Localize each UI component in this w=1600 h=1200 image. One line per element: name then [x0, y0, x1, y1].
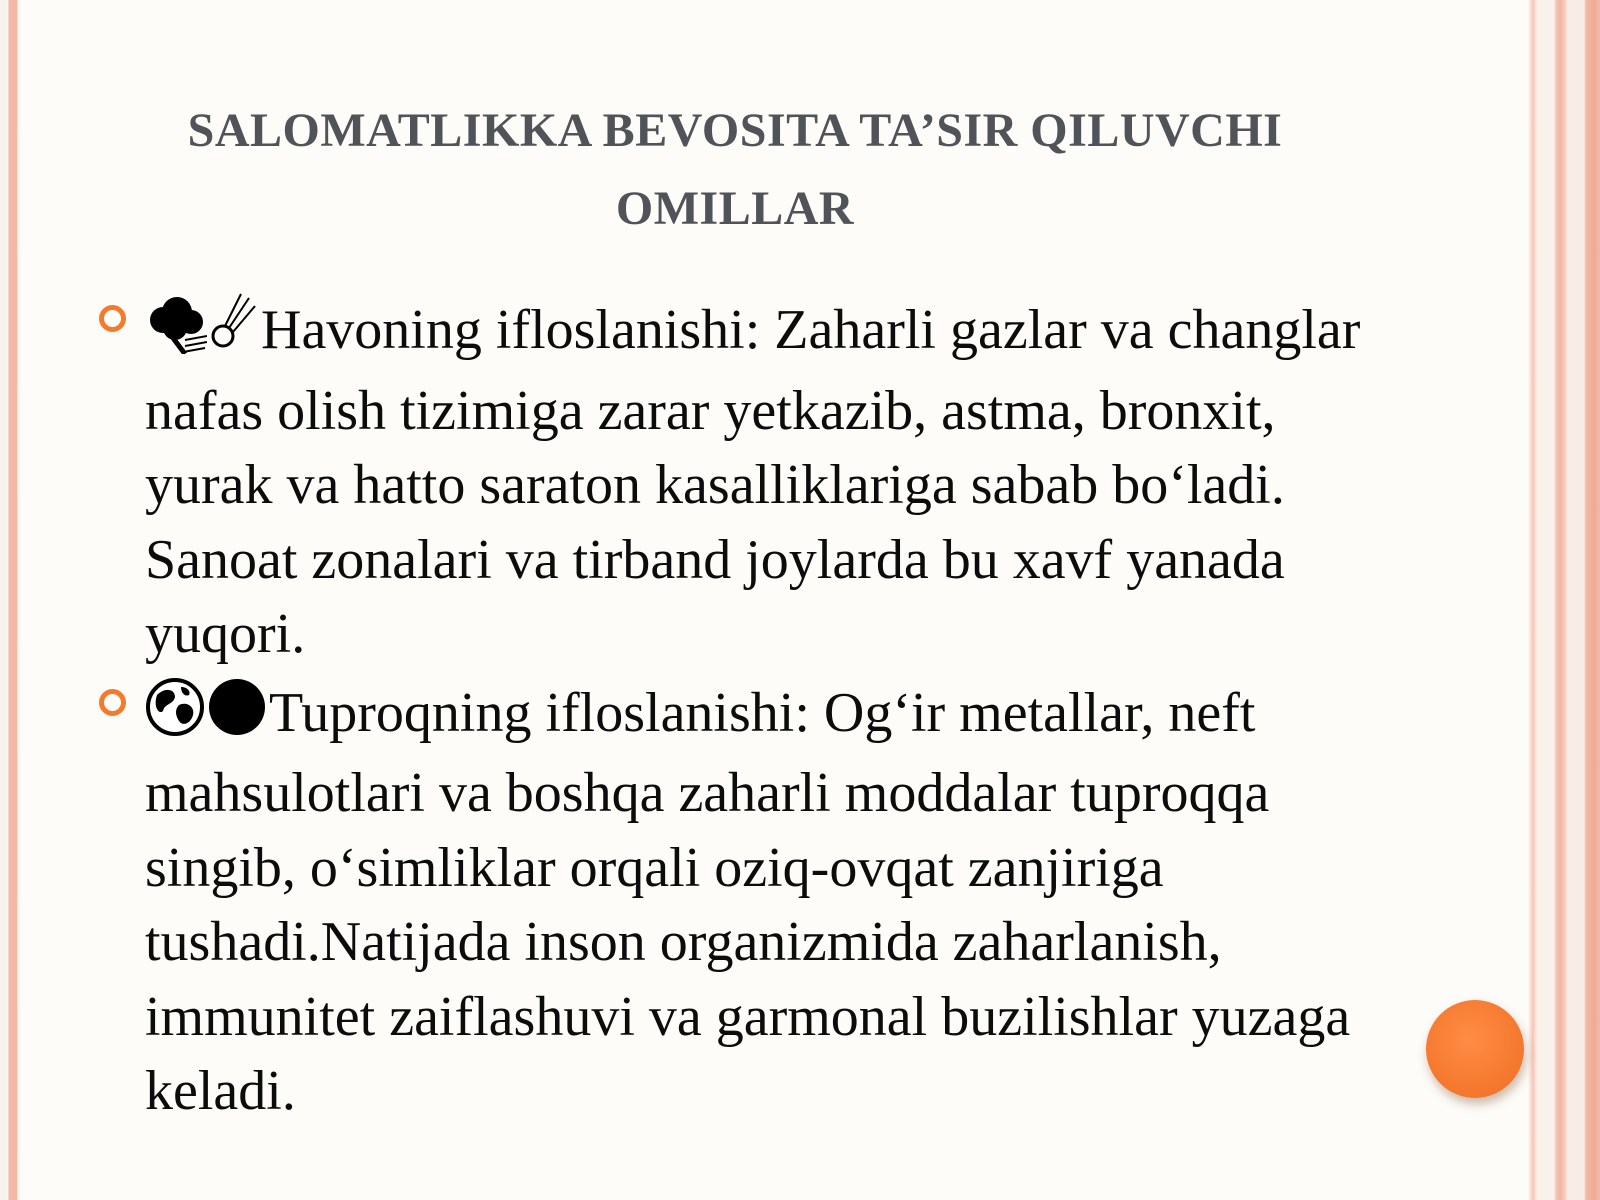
left-border-stripe: [0, 0, 20, 1200]
bullet-ring-icon: [99, 305, 126, 332]
comet-icon: [209, 292, 259, 374]
title-line-2: OMILLAR: [615, 182, 855, 235]
wind-cloud-icon: [145, 292, 207, 374]
title-line-1: SALOMATLIKKA BEVOSITA TA’SIR QILUVCHI: [187, 104, 1283, 157]
right-border-stripes: [1528, 0, 1600, 1200]
decorative-orange-circle: [1426, 1000, 1524, 1098]
bullet-text-air-pollution: Havoning ifloslanishi: Zaharli gazlar va changlar nafas olish tizimiga zarar yetkazib, astma, bronxit, yurak va hatto saraton kasalliklariga sabab bo‘ladi. Sanoat zonalari va tirband joylarda bu xavf yanada yuqori.: [145, 299, 1361, 665]
bullet-text-soil-pollution: Tuproqning ifloslanishi: Og‘ir metallar, neft mahsulotlari va boshqa zaharli moddalar tuproqqa singib, o‘simliklar orqali oziq-ovqat zanjiriga tushadi.Natijada inson organizmida zaharlanish, immunitet zaiflashuvi va garmonal buzilishlar yuzaga keladi.: [145, 681, 1351, 1122]
bullet-item-soil-pollution: [95, 676, 1405, 1129]
globe-icon: [145, 677, 205, 757]
slide-title: [130, 92, 1340, 248]
bullet-list: [95, 292, 1405, 1133]
bullet-item-air-pollution: [95, 292, 1405, 672]
bullet-ring-icon: [99, 689, 126, 716]
black-circle-icon: [207, 677, 267, 757]
